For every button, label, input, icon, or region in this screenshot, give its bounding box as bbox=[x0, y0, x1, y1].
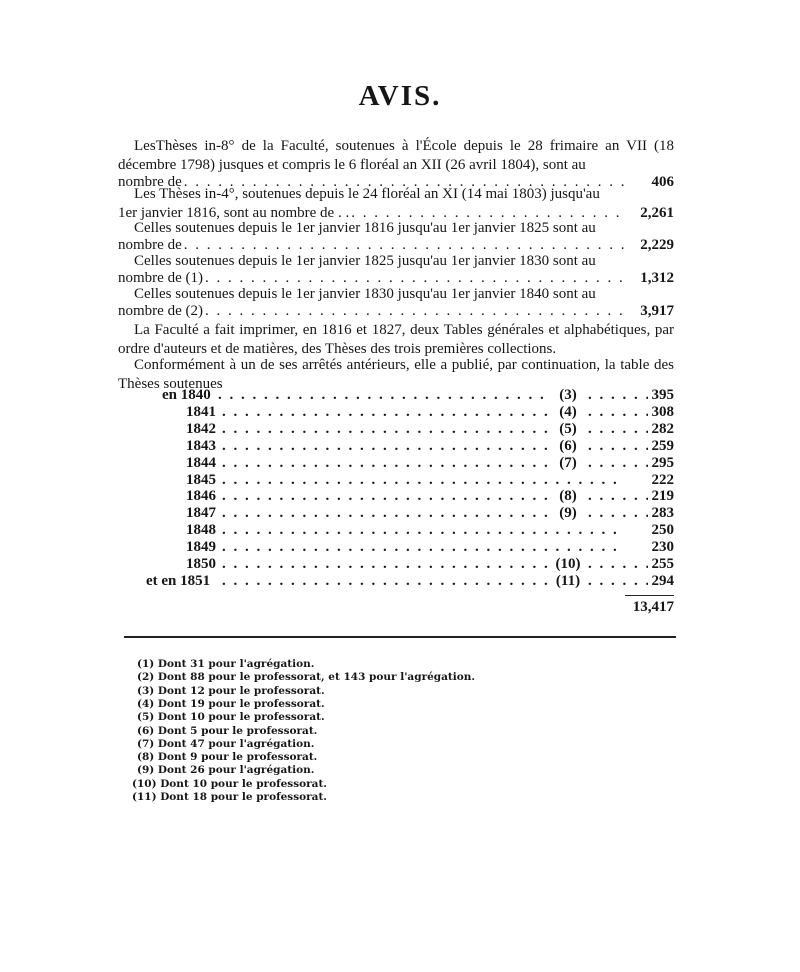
year-row bbox=[118, 539, 674, 556]
year-row bbox=[118, 472, 674, 489]
intro-count-1: 406 bbox=[651, 174, 674, 190]
leader-dots bbox=[222, 472, 618, 489]
year-note-ref: (11) bbox=[555, 572, 581, 589]
total-rule bbox=[625, 595, 674, 596]
footnote: (10) Dont 10 pour le professorat. bbox=[132, 777, 327, 790]
footnote: (7) Dont 47 pour l'agrégation. bbox=[137, 737, 315, 750]
year-label: en 1840 bbox=[162, 387, 211, 403]
footnote: (8) Dont 9 pour le professorat. bbox=[137, 751, 318, 764]
year-row bbox=[118, 387, 674, 404]
intro-paragraph-7: Conformément à un de ses arrêtés antérieurs, elle a publié, par continuation, la table des Thèses soutenues bbox=[118, 357, 674, 392]
year-count: 308 bbox=[651, 403, 674, 420]
year-note-ref: (4) bbox=[559, 403, 577, 420]
year-label: 1845 bbox=[186, 471, 216, 488]
leader-dots bbox=[205, 302, 628, 320]
year-label: 1843 bbox=[186, 437, 216, 454]
year-count: 283 bbox=[651, 505, 674, 522]
footnote: (3) Dont 12 pour le professorat. bbox=[137, 684, 325, 697]
year-count: 282 bbox=[651, 420, 674, 437]
footnote: (2) Dont 88 pour le professorat, et 143 pour l'agrégation. bbox=[137, 671, 476, 684]
leader-dots bbox=[222, 539, 618, 556]
footnote: (9) Dont 26 pour l'agrégation. bbox=[137, 764, 315, 777]
footnote: (5) Dont 10 pour le professorat. bbox=[137, 711, 325, 724]
leader-dots bbox=[222, 421, 550, 438]
year-label: 1846 bbox=[186, 488, 216, 505]
footnote: (1) Dont 31 pour l'agrégation. bbox=[137, 658, 315, 670]
year-label: 1848 bbox=[186, 522, 216, 539]
footnote: (4) Dont 19 pour le professorat. bbox=[137, 697, 325, 710]
year-label: 1850 bbox=[186, 556, 216, 572]
year-count: 222 bbox=[651, 471, 674, 488]
year-note-ref: (8) bbox=[559, 488, 577, 505]
year-row bbox=[118, 573, 674, 590]
intro-count-4: 1,312 bbox=[640, 270, 674, 286]
leader-dots bbox=[222, 505, 550, 522]
year-count: 250 bbox=[651, 522, 674, 539]
intro-paragraph-6: La Faculté a fait imprimer, en 1816 et 1827, deux Tables générales et alphabétiques, par ordre d'auteurs et de matières, des Thèses des trois premières collections. bbox=[118, 322, 674, 357]
intro-lead-1: nombre de bbox=[118, 174, 182, 190]
year-label: 1842 bbox=[186, 420, 216, 437]
year-row bbox=[118, 421, 674, 438]
page-title: AVIS. bbox=[358, 80, 442, 112]
intro-lead-5: nombre de (2) bbox=[118, 303, 203, 319]
intro-lead-3: nombre de bbox=[118, 237, 182, 253]
leader-dots bbox=[222, 404, 550, 421]
leader-dots bbox=[222, 488, 550, 505]
intro-paragraph-3: Celles soutenues depuis le 1er janvier 1816 jusqu'au 1er janvier 1825 sont au bbox=[134, 220, 596, 236]
year-count: 259 bbox=[651, 437, 674, 454]
intro-paragraph-2: Les Thèses in-4°, soutenues depuis le 24 floréal an XI (14 mai 1803) jusqu'au bbox=[134, 186, 600, 202]
intro-line-5 bbox=[118, 302, 674, 320]
grand-total: 13,417 bbox=[632, 599, 674, 615]
footnote: (6) Dont 5 pour le professorat. bbox=[137, 724, 318, 737]
year-row bbox=[118, 522, 674, 539]
year-label: 1849 bbox=[186, 539, 216, 556]
year-label: 1847 bbox=[186, 505, 216, 522]
year-row bbox=[118, 455, 674, 472]
year-row bbox=[118, 556, 674, 573]
year-count: 219 bbox=[651, 488, 674, 505]
year-note-ref: (7) bbox=[559, 454, 577, 471]
intro-lead-4: nombre de (1) bbox=[118, 270, 203, 286]
year-note-ref: (3) bbox=[559, 387, 577, 403]
intro-count-2: 2,261 bbox=[640, 205, 674, 221]
year-row bbox=[118, 438, 674, 455]
year-label: et en 1851 bbox=[146, 572, 211, 589]
year-row bbox=[118, 488, 674, 505]
footnote-separator bbox=[124, 636, 676, 638]
leader-dots bbox=[218, 387, 550, 404]
intro-paragraph-5: Celles soutenues depuis le 1er janvier 1830 jusqu'au 1er janvier 1840 sont au bbox=[134, 286, 596, 302]
leader-dots bbox=[222, 556, 550, 573]
intro-paragraph-4: Celles soutenues depuis le 1er janvier 1825 jusqu'au 1er janvier 1830 sont au bbox=[134, 253, 596, 269]
intro-paragraph-1: LesThèses in-8° de la Faculté, soutenues à l'École depuis le 28 frimaire an VII (18 décembre 1798) jusques et compris le 6 floréal an XII (26 avril 1804), sont au bbox=[118, 138, 674, 173]
year-row bbox=[118, 404, 674, 421]
year-count: 395 bbox=[651, 387, 674, 403]
year-note-ref: (5) bbox=[559, 420, 577, 437]
year-note-ref: (6) bbox=[559, 437, 577, 454]
year-label: 1844 bbox=[186, 454, 216, 471]
intro-count-3: 2,229 bbox=[640, 237, 674, 253]
intro-lead-2: 1er janvier 1816, sont au nombre de . . bbox=[118, 205, 350, 221]
year-count: 295 bbox=[651, 454, 674, 471]
year-note-ref: (9) bbox=[559, 505, 577, 522]
year-label: 1841 bbox=[186, 403, 216, 420]
leader-dots bbox=[222, 522, 618, 539]
leader-dots bbox=[222, 455, 550, 472]
year-count: 230 bbox=[651, 539, 674, 556]
year-count: 255 bbox=[651, 556, 674, 572]
year-note-ref: (10) bbox=[555, 556, 581, 572]
year-count: 294 bbox=[651, 572, 674, 589]
intro-count-5: 3,917 bbox=[640, 303, 674, 319]
year-row bbox=[118, 505, 674, 522]
leader-dots bbox=[222, 573, 550, 590]
footnote: (11) Dont 18 pour le professorat. bbox=[132, 791, 327, 803]
leader-dots bbox=[222, 438, 550, 455]
